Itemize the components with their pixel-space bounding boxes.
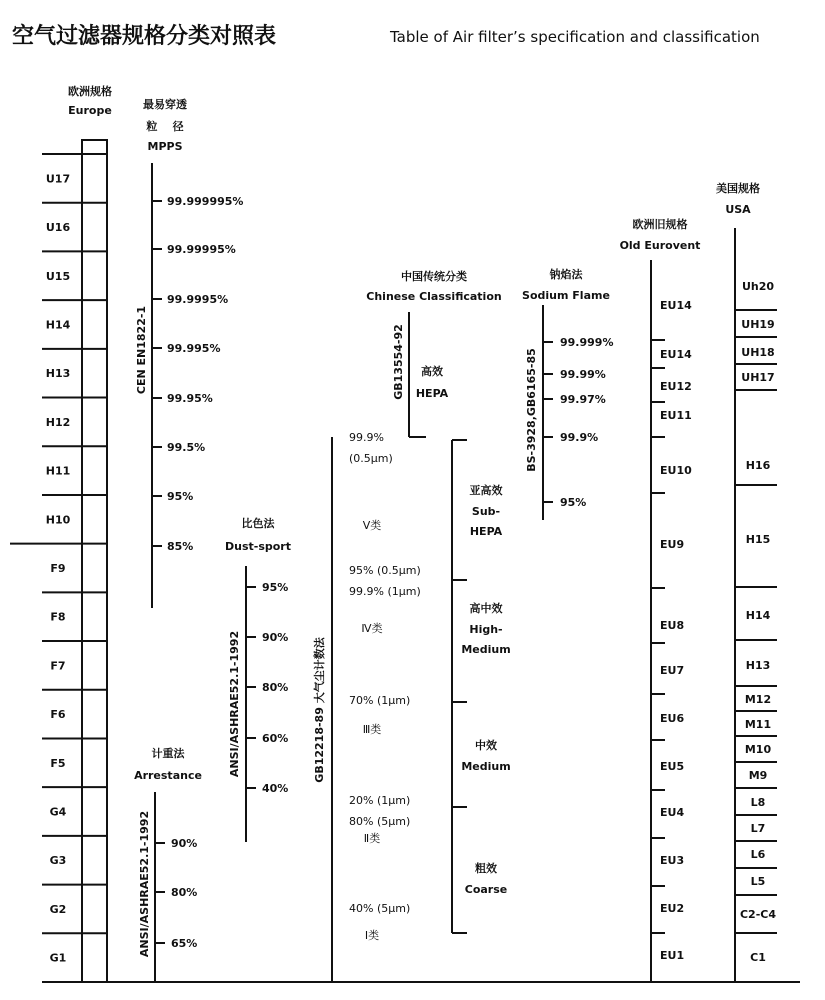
- mpps-value: 99.999995%: [167, 195, 244, 208]
- eurovent-class-label: EU9: [660, 538, 685, 551]
- europe-class-label: U15: [45, 269, 71, 283]
- gb12218-classes: [361, 518, 382, 942]
- arrestance-header-en: Arrestance: [134, 769, 202, 782]
- dustspot-value: 95%: [262, 581, 289, 594]
- sodium-ticks: [543, 336, 613, 509]
- arrestance-ticks: [155, 837, 197, 950]
- dustspot-value: 60%: [262, 732, 289, 745]
- europe-class-label: H11: [45, 464, 71, 478]
- eurovent-class-label: EU11: [660, 409, 692, 422]
- gb13554-standard: GB13554-92: [392, 324, 405, 400]
- hepa-label-en: HEPA: [415, 387, 449, 400]
- chinese-bracket-ticks: [452, 440, 467, 933]
- europe-class-label: H12: [45, 415, 71, 429]
- gb12218-value: 20% (1μm): [349, 794, 411, 807]
- usa-class-label: UH17: [741, 371, 775, 384]
- usa-class-label: L5: [750, 875, 766, 888]
- mpps-value: 99.995%: [167, 342, 221, 355]
- hepa-label-zh: 高效: [421, 365, 443, 378]
- eurovent-boundaries: [651, 340, 665, 933]
- mpps-header-zh-2: 粒 径: [146, 120, 184, 133]
- chinese-group-en: Medium: [461, 643, 511, 656]
- dustspot-value: 80%: [262, 681, 289, 694]
- usa-class-label: L7: [750, 822, 766, 835]
- gb12218-value: 99.9%: [349, 431, 384, 444]
- chinese-group-zh: 粗效: [475, 862, 497, 875]
- arrestance-standard: ANSI/ASHRAE52.1-1992: [138, 810, 151, 958]
- gb12218-class: Ⅱ类: [363, 832, 381, 845]
- eurovent-class-label: EU3: [660, 854, 685, 867]
- title-english: Table of Air filter’s specification and classification: [390, 28, 760, 46]
- chinese-group-en: Coarse: [464, 883, 508, 896]
- gb12218-class: Ⅲ类: [362, 723, 382, 736]
- europe-header-zh: 欧洲规格: [68, 85, 112, 98]
- chinese-header-en: Chinese Classification: [366, 290, 502, 303]
- chinese-group-zh: 中效: [475, 739, 497, 752]
- sodium-value: 99.97%: [560, 393, 606, 406]
- eurovent-class-label: EU4: [660, 806, 685, 819]
- dustspot-standard: ANSI/ASHRAE52.1-1992: [228, 630, 241, 778]
- dustspot-header-en: Dust-sport: [225, 540, 291, 553]
- europe-class-label: H14: [45, 318, 71, 332]
- gb12218-value: 99.9% (1μm): [349, 585, 421, 598]
- usa-class-label: L6: [750, 848, 766, 861]
- usa-class-label: C2-C4: [739, 908, 777, 921]
- arrestance-value: 80%: [171, 886, 198, 899]
- usa-class-label: M9: [748, 769, 768, 782]
- chinese-group-en: Medium: [461, 760, 511, 773]
- mpps-value: 99.99995%: [167, 243, 236, 256]
- europe-labels: [46, 172, 71, 964]
- usa-class-label: M12: [744, 693, 772, 706]
- usa-class-label: Uh20: [741, 280, 775, 293]
- title-chinese: 空气过滤器规格分类对照表: [12, 24, 277, 49]
- gb12218-value: 80% (5μm): [349, 815, 411, 828]
- chinese-group-en: Sub-: [471, 505, 501, 518]
- eurovent-class-label: EU1: [660, 949, 685, 962]
- europe-class-label: U16: [45, 221, 71, 235]
- europe-header-en: Europe: [68, 104, 112, 117]
- gb12218-value: 70% (1μm): [349, 694, 411, 707]
- usa-class-label: M11: [744, 718, 772, 731]
- sodium-standard: BS-3928,GB6165-85: [525, 348, 538, 472]
- usa-header-en: USA: [725, 203, 751, 216]
- gb12218-class: Ⅰ类: [364, 929, 380, 942]
- europe-class-label: G1: [49, 951, 67, 965]
- europe-class-label: G2: [49, 902, 67, 916]
- eurovent-class-label: EU12: [660, 380, 692, 393]
- europe-class-label: F5: [50, 756, 66, 770]
- europe-class-label: F8: [50, 610, 66, 624]
- eurovent-class-label: EU2: [660, 902, 685, 915]
- arrestance-header-zh: 计重法: [151, 747, 185, 760]
- eurovent-class-label: EU14: [660, 299, 692, 312]
- gb12218-value: (0.5μm): [349, 452, 393, 465]
- sodium-header-zh: 钠焰法: [549, 268, 583, 281]
- eurovent-labels: [660, 299, 692, 962]
- eurovent-class-label: EU14: [660, 348, 692, 361]
- europe-class-label: G3: [49, 854, 67, 868]
- usa-class-label: UH19: [741, 318, 775, 331]
- usa-header-zh: 美国规格: [716, 182, 760, 195]
- usa-class-label: H14: [745, 609, 771, 622]
- chinese-group-en: High-: [469, 623, 503, 636]
- europe-class-label: F6: [50, 708, 66, 722]
- mpps-header-en: MPPS: [147, 140, 183, 153]
- europe-scale-box: [82, 140, 107, 982]
- dustspot-value: 90%: [262, 631, 289, 644]
- chinese-group-zh: 亚高效: [469, 484, 503, 497]
- usa-class-label: UH18: [741, 346, 775, 359]
- gb12218-standard: GB12218-89 大气尘计数法: [313, 637, 326, 783]
- chinese-header-zh: 中国传统分类: [401, 270, 467, 283]
- europe-class-label: U17: [45, 172, 71, 186]
- europe-class-label: F7: [50, 659, 66, 673]
- usa-class-label: M10: [744, 743, 772, 756]
- usa-class-label: C1: [750, 951, 766, 964]
- chinese-group-zh: 高中效: [469, 602, 503, 615]
- eurovent-header-en: Old Eurovent: [619, 239, 701, 252]
- dustspot-header-zh: 比色法: [241, 517, 275, 530]
- sodium-value: 99.999%: [560, 336, 614, 349]
- sodium-value: 95%: [560, 496, 587, 509]
- europe-class-label: G4: [49, 805, 67, 819]
- sodium-header-en: Sodium Flame: [522, 289, 610, 302]
- europe-class-label: H13: [45, 367, 71, 381]
- eurovent-class-label: EU7: [660, 664, 685, 677]
- arrestance-value: 90%: [171, 837, 198, 850]
- mpps-ticks: [152, 195, 243, 553]
- mpps-header-zh-1: 最易穿透: [143, 98, 187, 111]
- eurovent-class-label: EU10: [660, 464, 692, 477]
- usa-class-label: H13: [745, 659, 771, 672]
- mpps-standard: CEN EN1822-1: [135, 305, 148, 395]
- eurovent-header-zh: 欧洲旧规格: [632, 218, 688, 231]
- mpps-value: 99.9995%: [167, 293, 229, 306]
- eurovent-class-label: EU8: [660, 619, 685, 632]
- chinese-groups: [461, 483, 510, 896]
- eurovent-class-label: EU5: [660, 760, 685, 773]
- gb12218-value: 40% (5μm): [349, 902, 411, 915]
- usa-class-label: L8: [750, 796, 766, 809]
- dustspot-value: 40%: [262, 782, 289, 795]
- sodium-value: 99.9%: [560, 431, 599, 444]
- usa-class-label: H16: [745, 459, 771, 472]
- eurovent-class-label: EU6: [660, 712, 685, 725]
- gb12218-class: Ⅳ类: [361, 622, 383, 635]
- gb12218-class: Ⅴ类: [362, 519, 382, 532]
- mpps-value: 99.95%: [167, 392, 213, 405]
- usa-class-label: H15: [745, 533, 771, 546]
- gb12218-values: [349, 431, 421, 915]
- europe-class-label: F9: [50, 562, 66, 575]
- arrestance-value: 65%: [171, 937, 198, 950]
- gb12218-value: 95% (0.5μm): [349, 564, 421, 577]
- dustspot-ticks: [246, 581, 288, 795]
- usa-labels: [740, 280, 776, 964]
- europe-class-label: H10: [45, 513, 71, 527]
- sodium-value: 99.99%: [560, 368, 606, 381]
- mpps-value: 85%: [167, 540, 194, 553]
- mpps-value: 99.5%: [167, 441, 206, 454]
- chinese-group-en: HEPA: [469, 525, 503, 538]
- mpps-value: 95%: [167, 490, 194, 503]
